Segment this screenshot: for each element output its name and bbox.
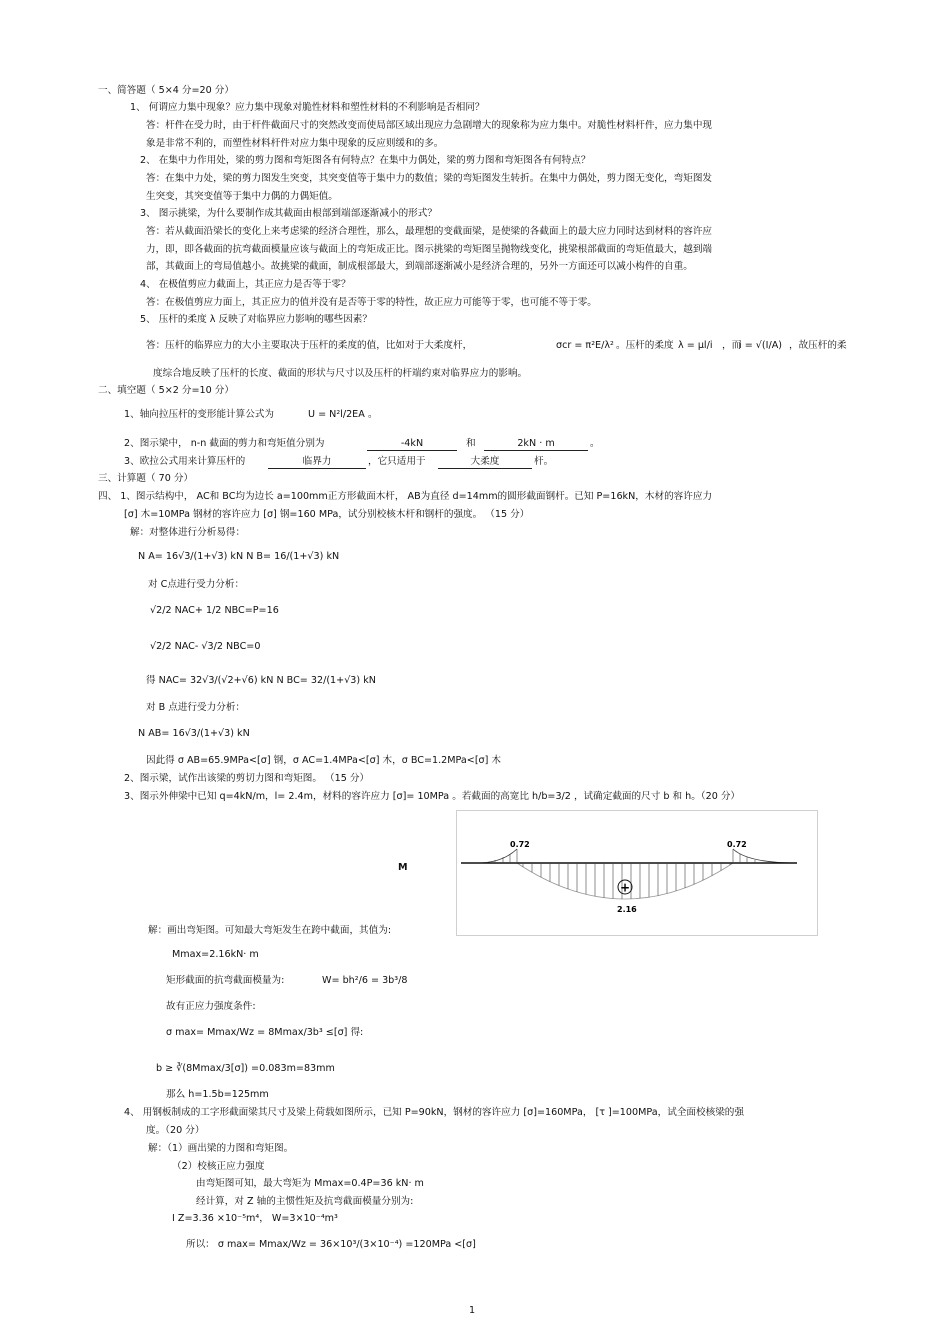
sec2-q2: 2、图示梁中， n-n 截面的剪力和弯矩值分别为 bbox=[124, 438, 325, 449]
sec2-title: 二、填空题（ 5×2 分=10 分） bbox=[98, 385, 234, 396]
sec4-result1: 因此得 σ AB=65.9MPa<[σ] 钢，σ AC=1.4MPa<[σ] 木，σ BC=1.2MPa<[σ] 木 bbox=[146, 755, 502, 766]
sec4-sig-eq: σ max= Mmax/Wz = 8Mmax/3b³ ≤[σ] 得: bbox=[166, 1027, 364, 1038]
sec4-sol1: 解：对整体进行分析易得： bbox=[130, 527, 246, 538]
sec1-q2: 2、 在集中力作用处，梁的剪力图和弯矩图各有何特点？在集中力偶处，梁的剪力图和弯矩图各有何特点？ bbox=[140, 155, 591, 166]
sec1-q4: 4、 在极值剪应力截面上，其正应力是否等于零？ bbox=[140, 279, 351, 290]
sec4-b-eq: b ≥ ∛(8Mmax/3[σ]) =0.083m=83mm bbox=[156, 1063, 335, 1074]
sec3-title: 三、计算题（ 70 分） bbox=[98, 473, 194, 484]
mid-value: 2.16 bbox=[617, 905, 637, 914]
formula-sigma-cr: σcr = π²E/λ² bbox=[556, 340, 614, 351]
sec2-q2-answer-1 bbox=[367, 437, 457, 451]
sec2-q3-mid: ，它只适用于 bbox=[368, 456, 426, 467]
sec4-eq1: N A= 16√3/(1+√3) kN N B= 16/(1+√3) kN bbox=[138, 551, 340, 562]
right-value: 0.72 bbox=[727, 840, 747, 849]
sec2-q3-end: 杆。 bbox=[534, 456, 554, 467]
sec4-mmax: Mmax=2.16kN· m bbox=[172, 949, 259, 960]
formula-lambda: λ = μl/i bbox=[678, 340, 713, 351]
sec2-q3: 3、欧拉公式用来计算压杆的 bbox=[124, 456, 246, 467]
answer-moment: 2kN · m bbox=[484, 437, 588, 451]
sec4-p2: 2、图示梁，试作出该梁的剪切力图和弯矩图。 （15 分） bbox=[124, 773, 370, 784]
bending-moment-diagram bbox=[456, 810, 818, 936]
sec2-q1-end: 。 bbox=[368, 409, 378, 420]
sec2-q2-and: 和 bbox=[466, 438, 476, 449]
sec2-q1: 1、轴向拉压杆的变形能计算公式为 bbox=[124, 409, 275, 420]
sec4-cond: 故有正应力强度条件: bbox=[166, 1001, 256, 1012]
answer-critical-force: 临界力 bbox=[268, 455, 366, 469]
sec4-eq3: √2/2 NAC- √3/2 NBC=0 bbox=[150, 641, 261, 652]
right-overhang-curve bbox=[733, 849, 797, 863]
sec4-sol4-3: 由弯矩图可知，最大弯矩为 Mmax=0.4P=36 kN· m bbox=[196, 1178, 424, 1189]
sec4-sol4-1: 解：（1）画出梁的力图和弯矩图。 bbox=[148, 1143, 294, 1154]
sec4-wz-text: 矩形截面的抗弯截面模量为: bbox=[166, 975, 285, 986]
sec1-a3-l3: 部，其截面上的弯局值越小。故挑梁的截面，制成根部最大，到端部逐渐减小是经济合理的，另外一方面还可以减小构件的自重。 bbox=[146, 261, 693, 272]
sec4-wz-eq: W= bh²/6 = 3b³/8 bbox=[322, 975, 408, 986]
sec1-a2-l2: 生突变，其突变值等于集中力偶的力偶矩值。 bbox=[146, 191, 338, 202]
sec4-eq4: 得 NAC= 32√3/(√2+√6) kN N BC= 32/(1+√3) kN bbox=[146, 675, 376, 686]
sec4-b-point: 对 B 点进行受力分析： bbox=[146, 702, 246, 713]
sec4-h-eq: 那么 h=1.5b=125mm bbox=[166, 1089, 269, 1100]
sec1-a5-l2: 度综合地反映了压杆的长度、截面的形状与尺寸以及压杆的杆端约束对临界应力的影响。 bbox=[153, 368, 528, 379]
sec4-sol4-5: I Z=3.36 ×10⁻⁵m⁴， W=3×10⁻⁴m³ bbox=[172, 1213, 338, 1224]
sec1-a3-l1: 答：若从截面沿梁长的变化上来考虑梁的经济合理性，那么，最理想的变截面梁，是使梁的各截面上的最大应力同时达到材料的容许应 bbox=[146, 226, 713, 237]
answer-shear: -4kN bbox=[367, 437, 457, 451]
sec1-a5-part1: 答：压杆的临界应力的大小主要取决于压杆的柔度的值，比如对于大柔度杆， bbox=[146, 340, 473, 351]
plus-sign: + bbox=[619, 880, 631, 895]
left-hatch bbox=[487, 849, 517, 863]
sec4-sol3: 解：画出弯矩图。可知最大弯矩发生在跨中截面，其值为: bbox=[148, 925, 392, 936]
sec2-q2-answer-2 bbox=[484, 437, 588, 451]
sec2-q3-answer-1 bbox=[268, 455, 366, 469]
sec4-eq5: N AB= 16√3/(1+√3) kN bbox=[138, 728, 250, 739]
sec4-p3: 3、图示外伸梁中已知 q=4kN/m，l= 2.4m，材料的容许应力 [σ]= 10MPa 。若截面的高宽比 h/b=3/2 ，试确定截面的尺寸 b 和 h。（20 分） bbox=[124, 791, 741, 802]
sec1-title: 一、简答题（ 5×4 分=20 分） bbox=[98, 85, 234, 96]
sec4-sol4-6: 所以： σ max= Mmax/Wz = 36×10³/(3×10⁻⁴) =120MPa <[σ] bbox=[186, 1239, 476, 1250]
sec1-a5-part2: 。压杆的柔度 bbox=[616, 340, 674, 351]
sec4-p4-l2: 度。（20 分） bbox=[146, 1125, 205, 1136]
sec4-sol4-4: 经计算，对 Z 轴的主惯性矩及抗弯截面模量分别为: bbox=[196, 1196, 414, 1207]
sec4-eq2: √2/2 NAC+ 1/2 NBC=P=16 bbox=[150, 605, 279, 616]
formula-i: i = √(I/A) bbox=[739, 340, 783, 351]
moment-diagram-svg bbox=[457, 811, 817, 935]
sec1-q1: 1、 何谓应力集中现象？应力集中现象对脆性材料和塑性材料的不利影响是否相同？ bbox=[130, 102, 485, 113]
sec1-a5-part3: ，而 bbox=[722, 340, 742, 351]
answer-slenderness: 大柔度 bbox=[438, 455, 532, 469]
sec1-a1-l2: 象是非常不利的，而塑性材料杆件对应力集中现象的反应则缓和的多。 bbox=[146, 138, 444, 149]
sec1-a2-l1: 答：在集中力处，梁的剪力图发生突变，其突变值等于集中力的数值；梁的弯矩图发生转折。在集中力偶处，剪力图无变化，弯矩图发 bbox=[146, 173, 713, 184]
sec1-q5: 5、 压杆的柔度 λ 反映了对临界应力影响的哪些因素？ bbox=[140, 314, 372, 325]
sec1-a4: 答：在极值剪应力面上，其正应力的值并没有是否等于零的特性，故正应力可能等于零，也可能不等于零。 bbox=[146, 297, 597, 308]
sec4-p4-l1: 4、 用钢板制成的工字形截面梁其尺寸及梁上荷载如图所示，已知 P=90kN，钢材的容许应力 [σ]=160MPa， [τ ]=100MPa，试全面校核梁的强 bbox=[124, 1107, 744, 1118]
sec2-q2-end: 。 bbox=[590, 438, 600, 449]
sec1-a5-part4: ，故压杆的柔 bbox=[789, 340, 847, 351]
sec4-sol4-2: （2）校核正应力强度 bbox=[172, 1161, 265, 1172]
sec4-c-point: 对 C点进行受力分析： bbox=[148, 579, 245, 590]
sec4-p1-l1: 四、 1、图示结构中， AC和 BC均为边长 a=100mm正方形截面木杆， AB为直径 d=14mm的圆形截面钢杆。已知 P=16kN，木材的容许应力 bbox=[98, 491, 713, 502]
page-number: 1 bbox=[469, 1305, 476, 1316]
formula-u: U = N²l/2EA bbox=[308, 409, 365, 420]
sec2-q3-answer-2 bbox=[438, 455, 532, 469]
right-hatch bbox=[733, 849, 763, 863]
moment-label: M bbox=[398, 862, 408, 873]
sec4-p1-l2: [σ] 木=10MPa 钢材的容许应力 [σ] 钢=160 MPa，试分别校核木杆和钢杆的强度。 （15 分） bbox=[124, 509, 530, 520]
sec1-q3: 3、 图示挑梁，为什么要制作成其截面由根部到端部逐渐减小的形式？ bbox=[140, 208, 437, 219]
left-value: 0.72 bbox=[510, 840, 530, 849]
sec1-a3-l2: 力，即，即各截面的抗弯截面模量应该与截面上的弯矩成正比。图示挑梁的弯矩图呈抛物线变化，挑梁根部截面的弯矩值最大，越到端 bbox=[146, 244, 713, 255]
left-overhang-curve bbox=[477, 849, 517, 863]
sec1-a1-l1: 答：杆件在受力时，由于杆件截面尺寸的突然改变而使局部区域出现应力急剧增大的现象称为应力集中。对脆性材料杆件，应力集中现 bbox=[146, 120, 713, 131]
